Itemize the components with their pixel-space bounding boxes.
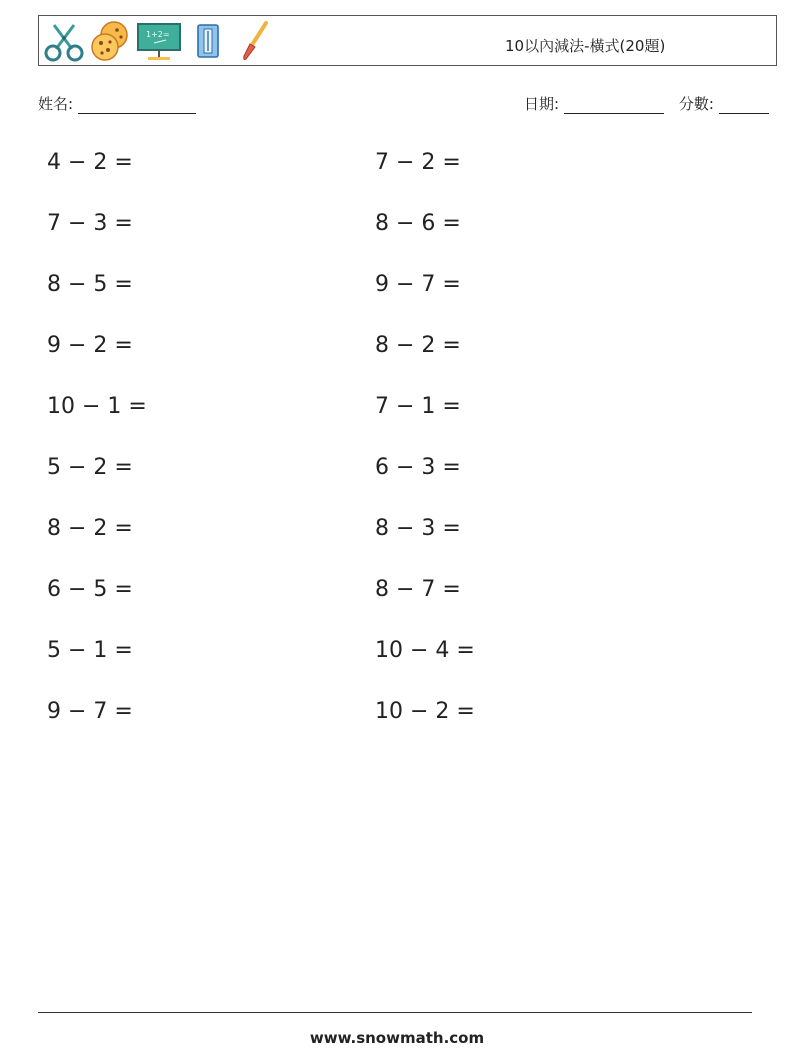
paintbrush-icon bbox=[234, 19, 274, 63]
problem-right-5: 7 − 1 = bbox=[375, 394, 461, 419]
problem-left-10: 9 − 7 = bbox=[47, 699, 133, 724]
date-blank[interactable] bbox=[564, 97, 664, 114]
footer-divider bbox=[38, 1012, 752, 1013]
problem-right-4: 8 − 2 = bbox=[375, 333, 461, 358]
problem-right-1: 7 − 2 = bbox=[375, 150, 461, 175]
problem-right-10: 10 − 2 = bbox=[375, 699, 475, 724]
problem-left-3: 8 − 5 = bbox=[47, 272, 133, 297]
problem-left-9: 5 − 1 = bbox=[47, 638, 133, 663]
problem-left-4: 9 − 2 = bbox=[47, 333, 133, 358]
problem-left-1: 4 − 2 = bbox=[47, 150, 133, 175]
score-blank[interactable] bbox=[719, 97, 769, 114]
icon-strip bbox=[44, 18, 274, 64]
problem-right-2: 8 − 6 = bbox=[375, 211, 461, 236]
problem-left-6: 5 − 2 = bbox=[47, 455, 133, 480]
name-field bbox=[38, 93, 196, 114]
chalkboard-icon bbox=[136, 19, 182, 63]
problem-right-3: 9 − 7 = bbox=[375, 272, 461, 297]
problem-right-8: 8 − 7 = bbox=[375, 577, 461, 602]
footer-url: www.snowmath.com bbox=[309, 1029, 485, 1047]
problem-left-7: 8 − 2 = bbox=[47, 516, 133, 541]
date-label: 日期: bbox=[524, 95, 560, 113]
problem-right-7: 8 − 3 = bbox=[375, 516, 461, 541]
date-score-fields bbox=[524, 93, 769, 114]
name-blank[interactable] bbox=[78, 97, 196, 114]
cookie-icon bbox=[90, 19, 130, 63]
worksheet-header bbox=[38, 15, 777, 66]
chalkboard-text: 1+2= bbox=[146, 30, 170, 39]
pencil-sharpener-icon bbox=[188, 19, 228, 63]
problem-right-6: 6 − 3 = bbox=[375, 455, 461, 480]
name-label: 姓名: bbox=[38, 95, 74, 113]
scissors-icon bbox=[44, 19, 84, 63]
score-label: 分數: bbox=[678, 95, 714, 113]
problem-left-8: 6 − 5 = bbox=[47, 577, 133, 602]
problem-left-2: 7 − 3 = bbox=[47, 211, 133, 236]
worksheet-title: 10以內減法-橫式(20題) bbox=[505, 37, 666, 55]
problem-left-5: 10 − 1 = bbox=[47, 394, 147, 419]
problem-right-9: 10 − 4 = bbox=[375, 638, 475, 663]
